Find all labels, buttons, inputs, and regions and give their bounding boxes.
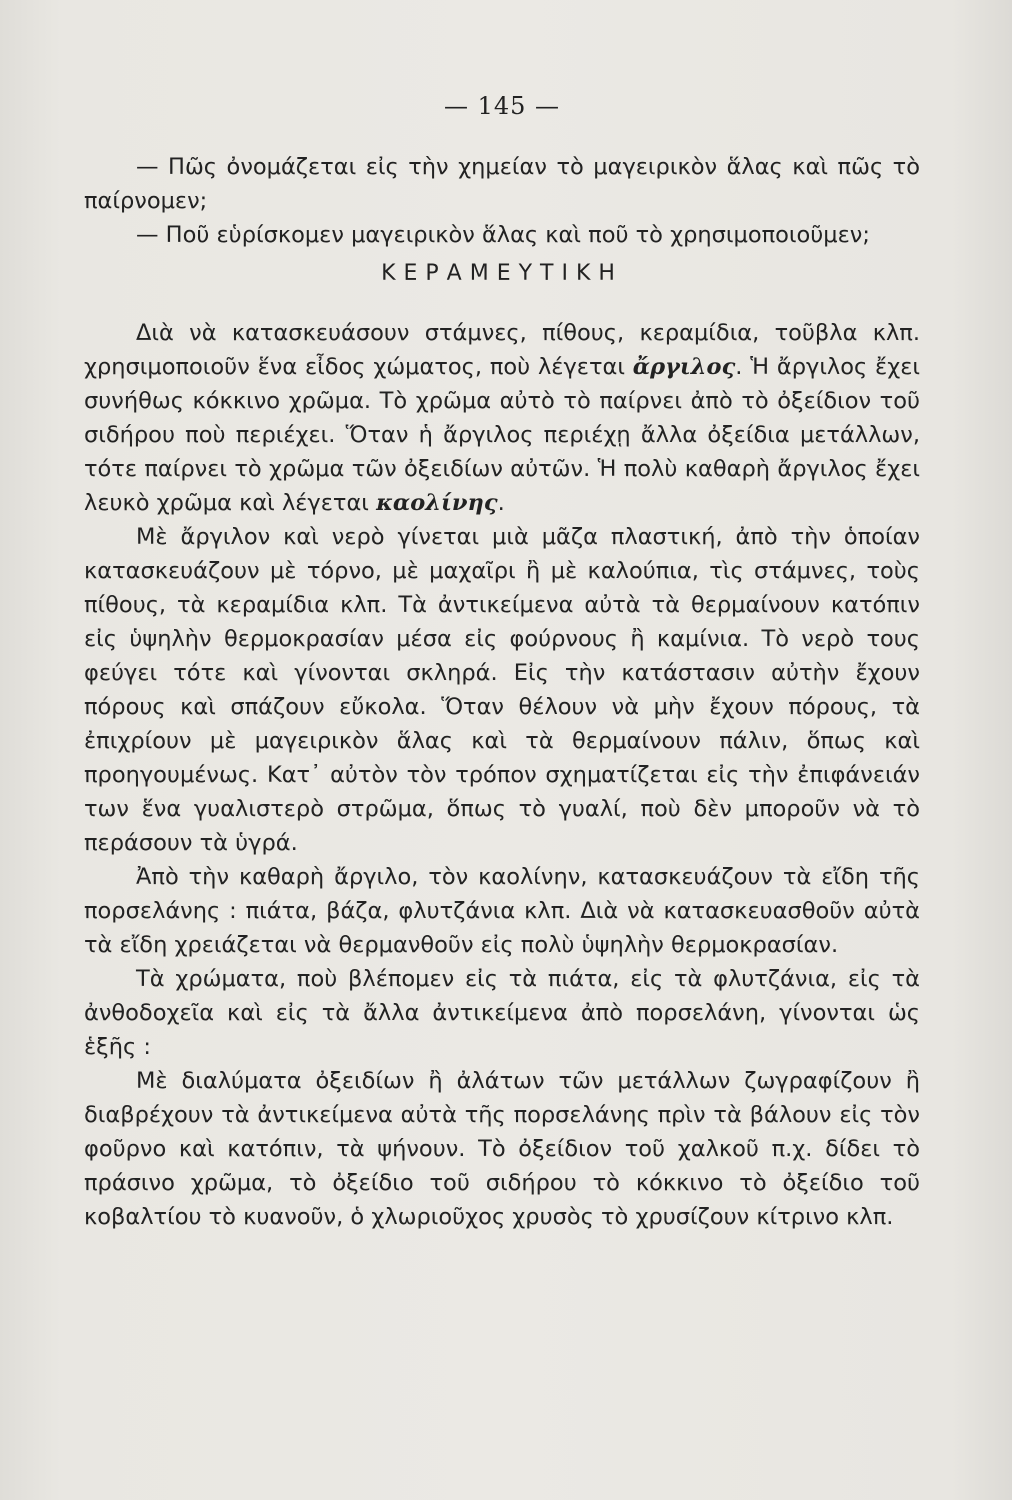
- paragraph-text: . Ἡ ἄργιλος ἔχει συνήθως κόκκινο χρῶμα. Τὸ χρῶμα αὐτὸ τὸ παίρνει ἀπὸ τὸ ὀξείδιον τοῦ σιδήρου ποὺ περιέχει. Ὅταν ἡ ἄργιλος περιέχῃ ἄλλα ὀξείδια μετάλλων, τότε παίρνει τὸ χρῶμα τῶν ὀξειδίων αὐτῶν. Ἡ πολὺ καθαρὴ ἄργιλος ἔχει λευκὸ χρῶμα καὶ λέγεται: [84, 354, 920, 516]
- paragraph-text: Διὰ νὰ κατασκευάσουν στάμνες, πίθους, κεραμίδια, τοῦβλα κλπ. χρησιμοποιοῦν ἕνα εἶδος χώματος, ποὺ λέγεται: [84, 320, 920, 380]
- paragraph: Ἀπὸ τὴν καθαρὴ ἄργιλο, τὸν καολίνην, κατασκευάζουν τὰ εἴδη τῆς πορσελάνης : πιάτα, βάζα, φλυτζάνια κλπ. Διὰ νὰ κατασκευασθοῦν αὐτὰ τὰ εἴδη χρειάζεται νὰ θερμανθοῦν εἰς πολὺ ὑψηλὴν θερμοκρασίαν.: [84, 864, 920, 958]
- paragraph: Μὲ διαλύματα ὀξειδίων ἢ ἀλάτων τῶν μετάλλων ζωγραφίζουν ἢ διαβρέχουν τὰ ἀντικείμενα αὐτὰ τῆς πορσελάνης πρὶν τὰ βάλουν εἰς τὸν φοῦρνο καὶ κατόπιν, τὰ ψήνουν. Τὸ ὀξείδιον τοῦ χαλκοῦ π.χ. δίδει τὸ πράσινο χρῶμα, τὸ ὀξείδιο τοῦ σιδήρου τὸ κόκκινο τὸ ὀξείδιο τοῦ κοβαλτίου τὸ κυανοῦν, ὁ χλωριοῦχος χρυσὸς τὸ χρυσίζουν κίτρινο κλπ.: [84, 1068, 920, 1230]
- term-kaolinis: καολίνης: [376, 490, 498, 516]
- paragraph: Μὲ ἄργιλον καὶ νερὸ γίνεται μιὰ μᾶζα πλαστική, ἀπὸ τὴν ὁποίαν κατασκευάζουν μὲ τόρνο, μὲ μαχαῖρι ἢ μὲ καλούπια, τὶς στάμνες, τοὺς πίθους, τὰ κεραμίδια κλπ. Τὰ ἀντικείμενα αὐτὰ τὰ θερμαίνουν κατόπιν εἰς ὑψηλὴν θερμοκρασίαν μέσα εἰς φούρνους ἢ καμίνια. Τὸ νερὸ τους φεύγει τότε καὶ γίνονται σκληρά. Εἰς τὴν κατάστασιν αὐτὴν ἔχουν πόρους καὶ σπάζουν εὔκολα. Ὅταν θέλουν νὰ μὴν ἔχουν πόρους, τὰ ἐπιχρίουν μὲ μαγειρικὸν ἅλας καὶ τὰ θερμαίνουν πάλιν, ὅπως καὶ προηγουμένως. Κατ᾽ αὐτὸν τὸν τρόπον σχηματίζεται εἰς τὴν ἐπιφάνειάν των ἕνα γυαλιστερὸ στρῶμα, ὅπως τὸ γυαλί, ποὺ δὲν μποροῦν νὰ τὸ περάσουν τὰ ὑγρά.: [84, 524, 920, 856]
- page-content: [84, 88, 920, 1234]
- paragraph: Τὰ χρώματα, ποὺ βλέπομεν εἰς τὰ πιάτα, εἰς τὰ φλυτζάνια, εἰς τὰ ἀνθοδοχεῖα καὶ εἰς τὰ ἄλλα ἀντικείμενα ἀπὸ πορσελάνη, γίνονται ὡς ἑξῆς :: [84, 966, 920, 1060]
- section-title: ΚΕΡΑΜΕΥΤΙΚΗ: [381, 261, 623, 286]
- review-question: — Ποῦ εὑρίσκομεν μαγειρικὸν ἅλας καὶ ποῦ τὸ χρησιμοποιοῦμεν;: [136, 222, 870, 248]
- paragraph: [84, 316, 920, 520]
- term-argillos: ἄργιλος: [632, 354, 736, 380]
- review-question: — Πῶς ὀνομάζεται εἰς τὴν χημείαν τὸ μαγειρικὸν ἅλας καὶ πῶς τὸ παίρνομεν;: [84, 154, 920, 214]
- page-number: — 145 —: [443, 92, 561, 120]
- paragraph-text: .: [497, 490, 505, 516]
